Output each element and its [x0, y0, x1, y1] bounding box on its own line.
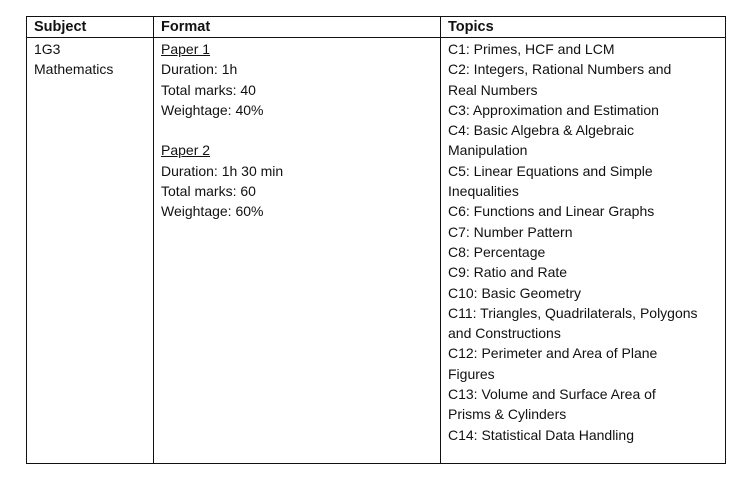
topic-line: C13: Volume and Surface Area of — [448, 386, 656, 403]
topic-c14 — [448, 425, 725, 445]
topic-c1 — [448, 39, 725, 59]
topic-line-continued: Prisms & Cylinders — [448, 406, 567, 423]
topic-line-continued: Inequalities — [448, 183, 519, 200]
subject-cell — [27, 38, 154, 464]
topic-c7 — [448, 222, 725, 242]
topic-line-continued: Manipulation — [448, 142, 528, 159]
topic-c3 — [448, 100, 725, 120]
table-row — [27, 38, 726, 464]
topic-line-continued: and Constructions — [448, 325, 561, 342]
topic-c9 — [448, 262, 725, 282]
topic-line: C14: Statistical Data Handling — [448, 426, 634, 443]
topic-c8 — [448, 242, 725, 262]
paper-2-duration: Duration: 1h 30 min — [161, 162, 284, 179]
topic-line: C5: Linear Equations and Simple — [448, 162, 653, 179]
topics-cell — [441, 38, 726, 464]
header-row — [27, 17, 726, 38]
header-subject: Subject — [27, 17, 154, 38]
header-format: Format — [154, 17, 441, 38]
topic-line: C4: Basic Algebra & Algebraic — [448, 122, 634, 139]
topic-line: C7: Number Pattern — [448, 223, 573, 240]
topic-line: C6: Functions and Linear Graphs — [448, 203, 655, 220]
topic-line: C10: Basic Geometry — [448, 284, 582, 301]
syllabus-table — [26, 16, 726, 464]
topic-c10 — [448, 283, 725, 303]
topic-c5 — [448, 161, 725, 202]
paper-2-title: Paper 2 — [161, 142, 211, 159]
topic-c4 — [448, 120, 725, 161]
topic-line: C9: Ratio and Rate — [448, 264, 568, 281]
topic-c6 — [448, 201, 725, 221]
topic-c2 — [448, 59, 725, 100]
format-cell — [154, 38, 441, 464]
paper-2-weightage: Weightage: 60% — [161, 203, 264, 220]
topic-line-continued: Real Numbers — [448, 81, 538, 98]
header-topics: Topics — [441, 17, 726, 38]
topic-line: C1: Primes, HCF and LCM — [448, 41, 615, 57]
paper-1-title: Paper 1 — [161, 41, 211, 57]
subject-code: 1G3 — [34, 41, 61, 57]
topic-c12 — [448, 343, 725, 384]
topic-line-continued: Figures — [448, 365, 495, 382]
subject-name: Mathematics — [34, 61, 114, 78]
paper-spacer — [161, 120, 440, 140]
paper-1-total-marks: Total marks: 40 — [161, 81, 256, 98]
paper-1-block — [161, 39, 440, 120]
topic-line: C3: Approximation and Estimation — [448, 101, 659, 118]
topic-line: C11: Triangles, Quadrilaterals, Polygons — [448, 304, 698, 321]
paper-2-block — [161, 140, 440, 221]
paper-1-weightage: Weightage: 40% — [161, 101, 264, 118]
topic-line: C8: Percentage — [448, 243, 546, 260]
topic-c13 — [448, 384, 725, 425]
topic-line: C2: Integers, Rational Numbers and — [448, 61, 672, 78]
topic-line: C12: Perimeter and Area of Plane — [448, 345, 658, 362]
topic-c11 — [448, 303, 725, 344]
paper-2-total-marks: Total marks: 60 — [161, 183, 256, 200]
paper-1-duration: Duration: 1h — [161, 61, 238, 78]
